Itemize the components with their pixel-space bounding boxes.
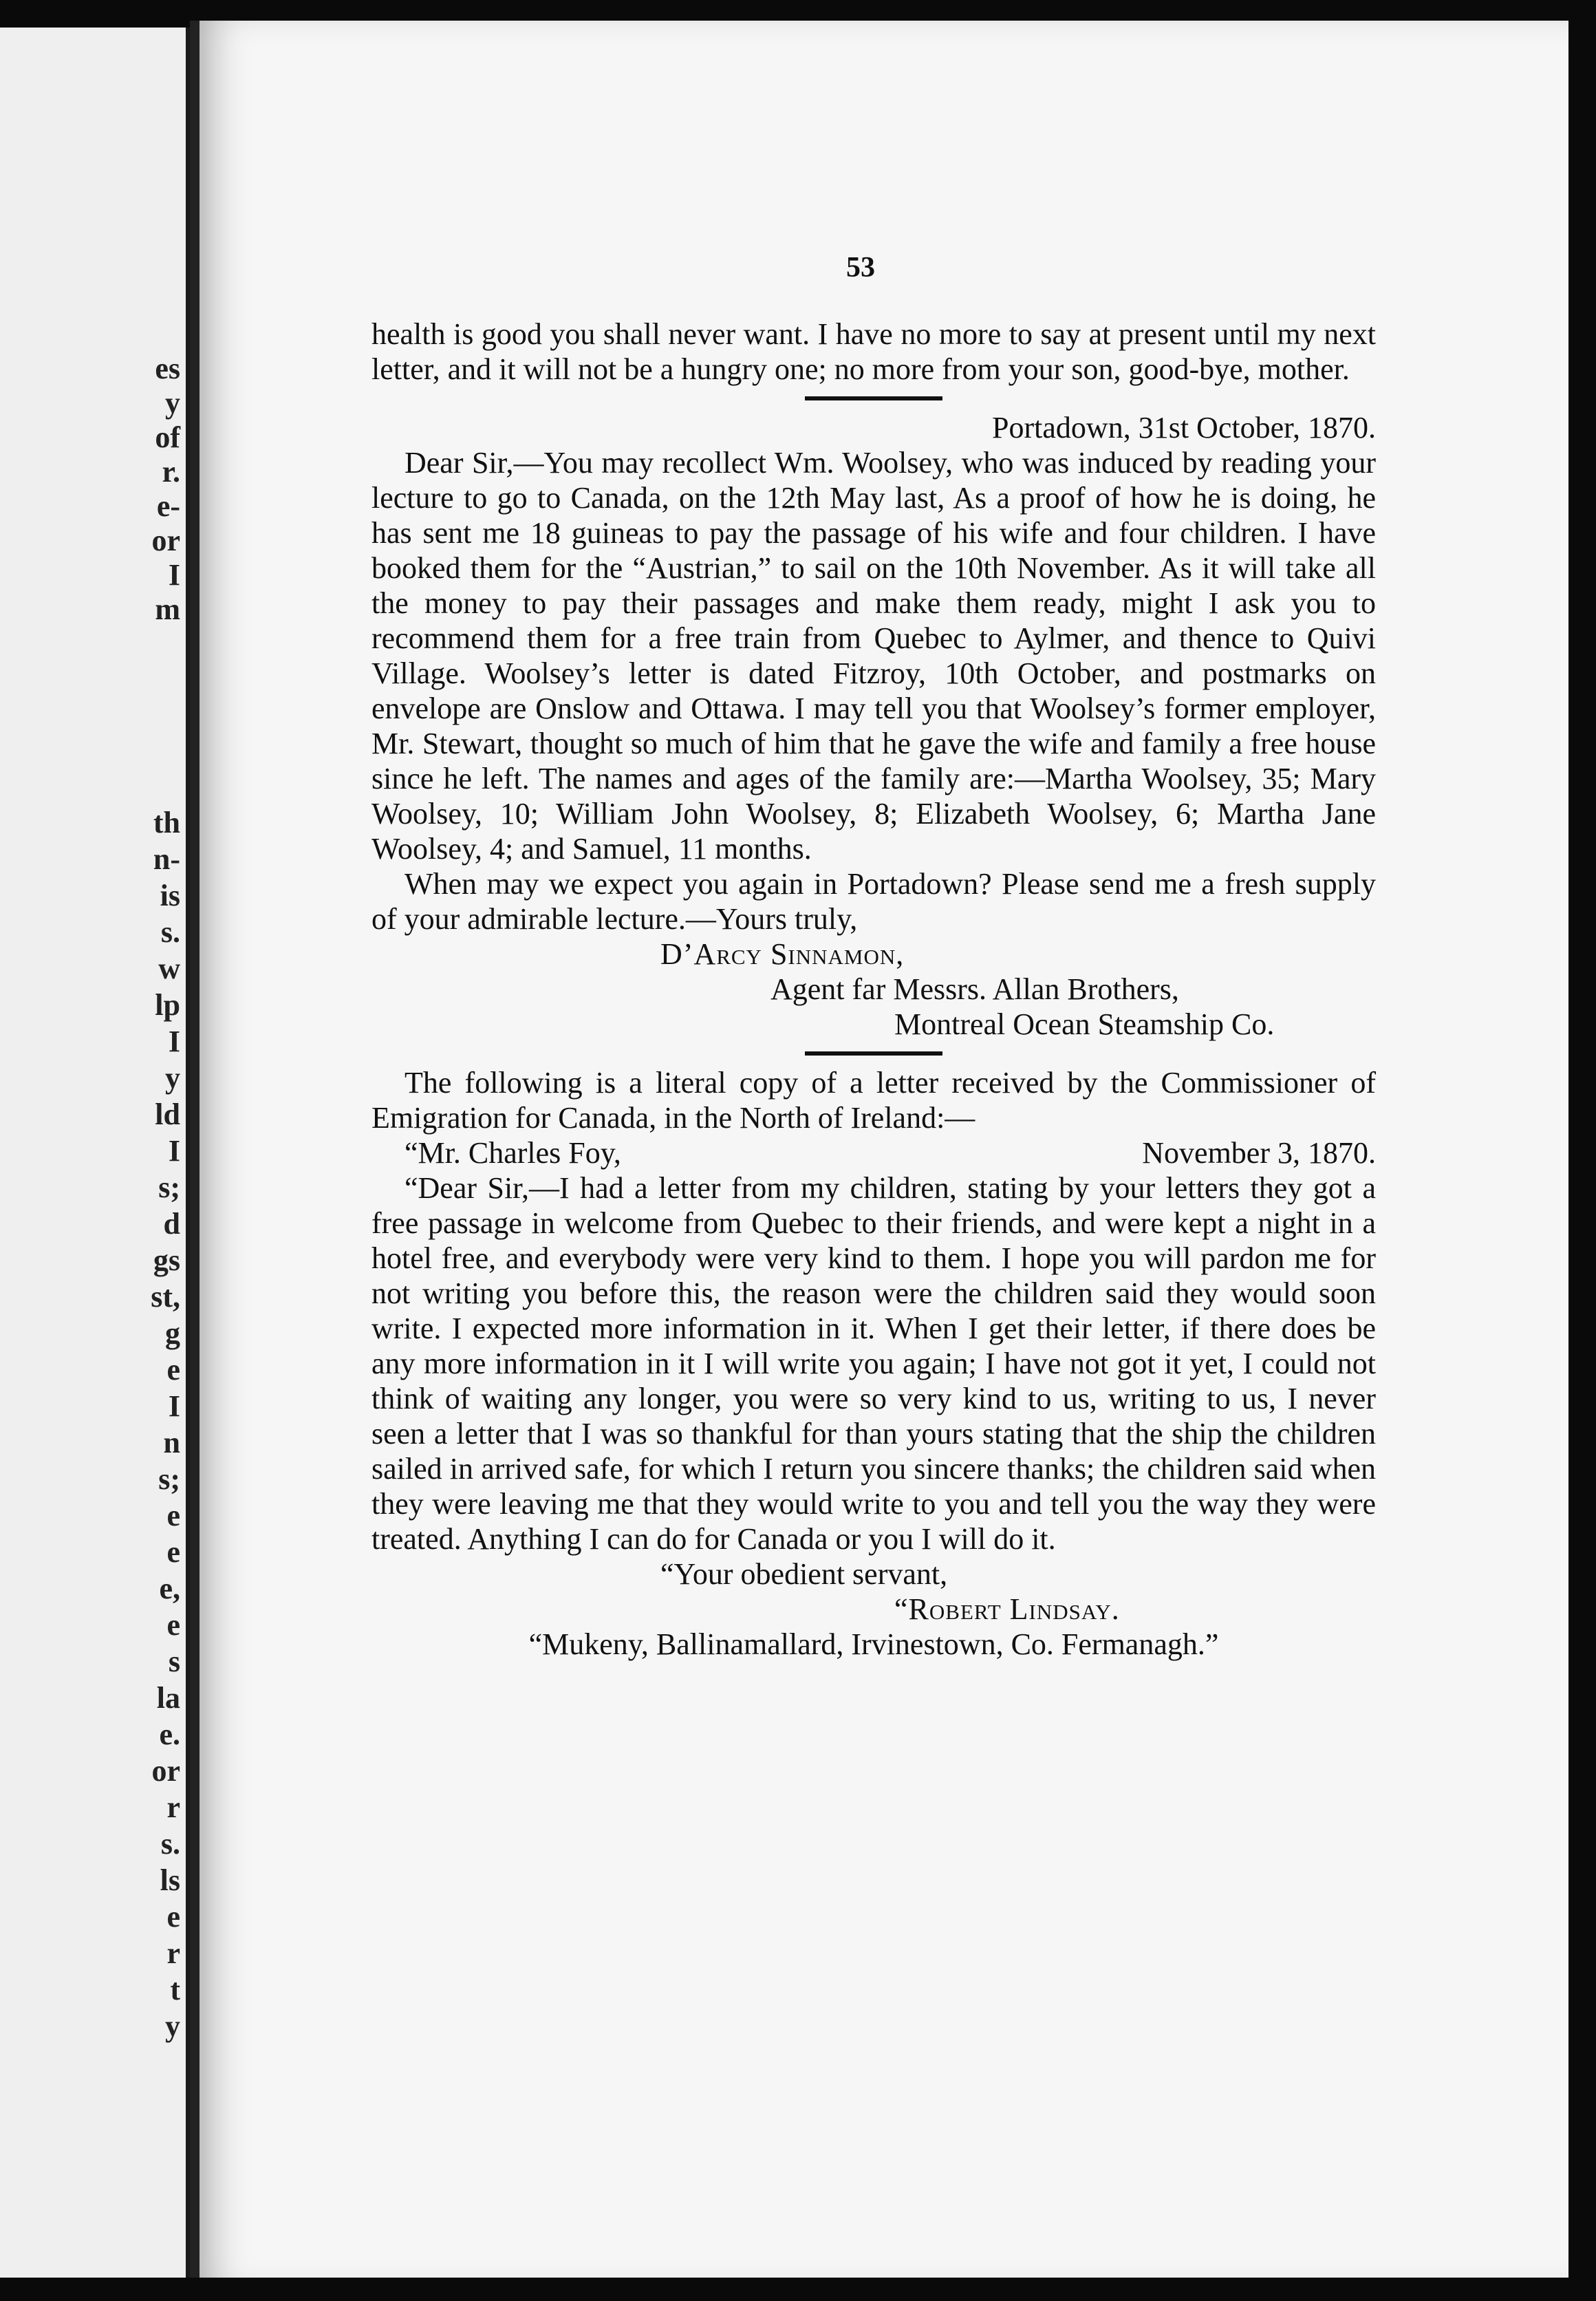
section-rule [805, 396, 942, 400]
page-number: 53 [846, 252, 875, 283]
page-gutter [190, 21, 200, 2284]
letter-paragraph: When may we expect you again in Portadown? Please send me a fresh supply of your admirable lecture.—Yours truly, [371, 867, 1376, 936]
opening-paragraph: health is good you shall never want. I have no more to say at present until my next letter, and it will not be a hungry one; no more from your son, good-bye, mother. [371, 317, 1376, 386]
left-page-text-fragment: I [168, 1389, 180, 1423]
left-page-text-fragment: ls [160, 1863, 180, 1897]
left-page-text-fragment: e [166, 1535, 180, 1569]
left-page-text-fragment: or [151, 524, 180, 557]
left-page-text-fragment: e, [159, 1572, 180, 1605]
page-body [371, 317, 1376, 1662]
left-page-text-fragment: ld [155, 1098, 180, 1131]
left-page-text-fragment: n [163, 1426, 180, 1459]
left-page-text-fragment: t [170, 1973, 180, 2006]
left-page-text-fragment: g [165, 1316, 180, 1350]
left-page-text-fragment: th [153, 806, 180, 839]
left-page-text-fragment: m [155, 592, 180, 626]
left-page-text-fragment: s. [160, 1827, 180, 1861]
left-page-text-fragment: s; [158, 1170, 180, 1204]
left-page-text-fragment: I [168, 1025, 180, 1058]
left-page-text-fragment: e [166, 1353, 180, 1387]
left-page-text-fragment: s; [158, 1462, 180, 1496]
intro-paragraph: The following is a literal copy of a letter received by the Commissioner of Emigration for Canada, in the North of Ireland:— [371, 1066, 1376, 1135]
left-page-text-fragment: la [156, 1681, 180, 1715]
closing: “Your obedient servant, [660, 1557, 948, 1591]
address-line [371, 1135, 1376, 1170]
left-page-text-fragment: r. [162, 455, 180, 489]
signature-name: “Robert Lindsay. [894, 1592, 1120, 1626]
left-page-text-fragment: st, [151, 1280, 180, 1314]
scan-frame-bottom [0, 2278, 1596, 2301]
left-page-text-fragment: d [163, 1207, 180, 1241]
left-page-text-fragment: I [168, 558, 180, 592]
left-page-text-fragment: is [160, 879, 180, 912]
letter-paragraph: “Dear Sir,—I had a letter from my children, stating by your letters they got a free passage in welcome from Quebec to their friends, and were kept a night in a hotel free, and everybody were very kind to them. I hope you will pardon me for not writing you before this, the reason were the children said they would soon write. I expected more information in it. When I get their letter, if there does be any more information in it I will write you again; I have not got it yet, I could not think of waiting any longer, you were so very kind to us, writing to us, I never seen a letter that I was so thankful for than yours stating that the ship the children sailed in arrived safe, for which I return you sincere thanks; the children said when they were leaving me that they would write to you and tell you the way they were treated. Anything I can do for Canada or you I will do it. [371, 1171, 1376, 1556]
left-page-text-fragment: lp [155, 988, 180, 1022]
left-page-text-fragment: r [166, 1790, 180, 1824]
left-page-text-fragment: of [155, 420, 180, 454]
signature-address: “Mukeny, Ballinamallard, Irvinestown, Co. Fermanagh.” [528, 1627, 1219, 1661]
scan-frame-right [1568, 0, 1596, 2301]
dateline: November 3, 1870. [1142, 1136, 1376, 1170]
left-page-text-fragment: e- [156, 489, 180, 523]
left-page-text-fragment: gs [153, 1243, 180, 1277]
section-rule [805, 1051, 942, 1056]
signature-title: Agent far Messrs. Allan Brothers, [770, 972, 1179, 1006]
left-page-text-fragment: es [155, 352, 180, 385]
left-page-text-fragment: I [168, 1134, 180, 1168]
left-page-text-fragment: e [166, 1499, 180, 1532]
addressee: “Mr. Charles Foy, [405, 1136, 621, 1170]
page [200, 21, 1568, 2284]
left-page-text-fragment: or [151, 1754, 180, 1788]
left-page-fragment [0, 28, 190, 2278]
dateline: Portadown, 31st October, 1870. [992, 411, 1376, 445]
letter-paragraph: Dear Sir,—You may recollect Wm. Woolsey, who was induced by reading your lecture to go to Canada, on the 12th May last, As a proof of how he is doing, he has sent me 18 guineas to pay the passage of his wife and four children. I have booked them for the “Austrian,” to sail on the 10th November. As it will take all the money to pay their passages and make them ready, might I ask you to recommend them for a free train from Quebec to Aylmer, and thence to Quivi Village. Woolsey’s letter is dated Fitzroy, 10th October, and postmarks on envelope are Onslow and Ottawa. I may tell you that Woolsey’s former employer, Mr. Stewart, thought so much of him that he gave the wife and family a free house since he left. The names and ages of the family are:—Martha Woolsey, 35; Mary Woolsey, 10; William John Woolsey, 8; Elizabeth Woolsey, 6; Martha Jane Woolsey, 4; and Samuel, 11 months. [371, 446, 1376, 866]
left-page-text-fragment: e [166, 1608, 180, 1642]
left-page-text-fragment: e [166, 1900, 180, 1934]
left-page-text-fragment: y [165, 386, 180, 420]
signature-company: Montreal Ocean Steamship Co. [894, 1007, 1275, 1041]
left-page-text-fragment: w [158, 952, 180, 985]
left-page-text-fragment: n- [153, 842, 180, 876]
left-page-text-fragment: y [165, 2009, 180, 2043]
left-page-text-fragment: e. [159, 1717, 180, 1751]
signature-name: D’Arcy Sinnamon, [660, 937, 905, 971]
left-page-text-fragment: y [165, 1061, 180, 1095]
left-page-text-fragment: s. [160, 915, 180, 949]
left-page-text-fragment: s [168, 1645, 180, 1678]
left-page-text-fragment: r [166, 1936, 180, 1970]
